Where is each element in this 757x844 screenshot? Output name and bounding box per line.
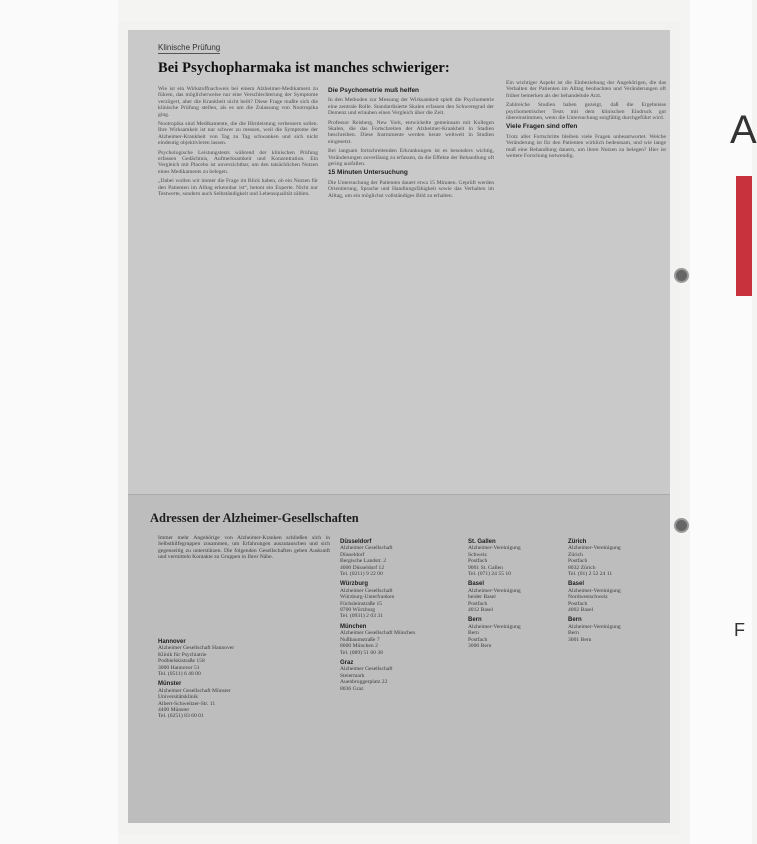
address-city: St. Gallen [468, 539, 496, 545]
page-background-left [0, 0, 118, 844]
address-line: Postfach [468, 558, 488, 565]
section-label: Klinische Prüfung [158, 43, 221, 52]
address-line: Tel. (071) 24 55 10 [468, 571, 511, 578]
address-line: Zürich [568, 551, 583, 558]
subheading: 15 Minuten Untersuchung [328, 169, 408, 177]
address-line: Tel. (089) 51 60 38 [340, 649, 383, 656]
address-entry [568, 581, 663, 613]
paragraph: Wie ist ein Wirkstoffnachweis bei einem Alzheimer-Medikament zu führen, das möglicherweise nur eine Verschlechterung der Symptome verzögert, aber die Krankheit nicht heilt? Diese Frage mußte sich die klinische Prüfung stellen, als es um die Zulassung von Nootropika ging. [158, 86, 318, 118]
address-line: Postfach [568, 600, 588, 607]
address-line: beider Basel [468, 594, 496, 601]
address-line: Podbielskistraße 158 [158, 658, 205, 665]
address-entry [340, 539, 460, 577]
address-city: Würzburg [340, 581, 368, 588]
address-line: Alzheimer Gesellschaft [340, 545, 393, 552]
address-column-2 [340, 535, 460, 692]
address-line: 4002 Basel [568, 607, 594, 614]
address-entry [340, 660, 460, 692]
address-entry [568, 539, 663, 577]
paragraph: In den Methoden zur Messung der Wirksamkeit spielt die Psychometrie eine zentrale Rolle. Standardisierte Skalen erfassen den Schweregrad der Demenz und erlauben einen Vergleich über die Zeit. [328, 97, 494, 117]
address-line: Postfach [468, 636, 488, 643]
address-city: Zürich [568, 539, 587, 545]
address-line: Tel. (0511) 6 48 00 [158, 671, 201, 678]
address-line: 8032 Zürich [568, 564, 596, 571]
address-line: Bern [568, 630, 579, 637]
paragraph: Bei langsam fortschreitenden Erkrankungen ist es besonders wichtig, Veränderungen zuverlässig zu erfassen, da die Effekte der Behandlung oft gering ausfallen. [328, 148, 494, 168]
address-line: Tel. (0931) 2 03 31 [340, 613, 383, 620]
address-line: 8700 Würzburg [340, 607, 376, 614]
address-column-1 [158, 635, 328, 720]
address-line: Auenbruggerplatz 22 [340, 679, 388, 686]
address-entry [158, 639, 328, 677]
address-entry [468, 539, 563, 577]
subheading: Viele Fragen sind offen [506, 123, 578, 131]
paragraph: Die Untersuchung der Patienten dauert etwa 15 Minuten. Geprüft werden Orientierung, Sprache und Handlungsfähigkeit sowie das Verhalten im Alltag, um ein möglichst vollständiges Bild zu erhalten. [328, 179, 494, 199]
address-city: Düsseldorf [340, 539, 372, 545]
article-column-2 [328, 86, 494, 202]
address-column-3 [468, 535, 563, 650]
address-line: Nordwestschweiz [568, 594, 608, 601]
address-line: Bergische Landstr. 2 [340, 558, 387, 565]
address-box [128, 494, 670, 823]
article-column-1 [158, 86, 318, 201]
address-entry [468, 581, 563, 613]
address-line: Alzheimer Gesellschaft [340, 587, 393, 594]
address-line: Alzheimer-Vereinigung [468, 587, 521, 594]
address-entry [340, 581, 460, 619]
address-line: Postfach [468, 600, 488, 607]
adjacent-page-letter: A [730, 108, 757, 152]
binder-hole-bottom [676, 520, 687, 531]
address-box-intro: Immer mehr Angehörige von Alzheimer-Kranken schließen sich in Selbsthilfegruppen zusammen, um Erfahrungen auszutauschen und sich gegenseitig zu unterstützen. Die folgenden Gesellschaften geben Auskunft und vermitteln Kontakte zu Gruppen in Ihrer Nähe. [158, 535, 330, 561]
address-line: Postfach [568, 558, 588, 565]
address-line: 9001 St. Gallen [468, 564, 503, 571]
address-line: Füchsleinstraße 15 [340, 600, 383, 607]
address-line: Universitätsklinik [158, 694, 199, 701]
address-line: 3000 Bern [468, 643, 492, 650]
address-line: 4012 Basel [468, 607, 494, 614]
address-line: 3000 Hannover 51 [158, 664, 200, 671]
document-page [118, 22, 680, 834]
address-line: Würzburg-Unterfranken [340, 594, 395, 601]
address-city: Basel [568, 581, 585, 588]
address-city: München [340, 623, 367, 630]
address-entry [158, 681, 328, 719]
address-entry [340, 624, 460, 656]
address-line: Düsseldorf [340, 551, 365, 558]
address-city: Bern [468, 617, 482, 624]
paragraph: Nootropika sind Medikamente, die die Hirnleistung verbessern sollen. Ihre Wirksamkeit ist nur schwer zu messen, weil die Symptome der Alzheimer-Krankheit von Tag zu Tag schwanken und sich nicht eindeutig objektivieren lassen. [158, 121, 318, 147]
address-line: Alzheimer Gesellschaft Hannover [158, 645, 235, 652]
address-line: 4000 Düsseldorf 12 [340, 564, 385, 571]
address-line: Alzheimer-Vereinigung [468, 623, 521, 630]
address-line: Steiermark [340, 672, 365, 679]
address-line: Klinik für Psychiatrie [158, 651, 207, 658]
address-line: Alzheimer-Vereinigung [568, 545, 621, 552]
address-line: 3001 Bern [568, 636, 592, 643]
address-line: Albert-Schweitzer-Str. 11 [158, 700, 216, 707]
address-box-title: Adressen der Alzheimer-Gesellschaften [150, 511, 359, 525]
address-line: 8000 München 2 [340, 643, 378, 650]
article-headline: Bei Psychopharmaka ist manches schwieriger: [158, 60, 450, 76]
address-city: Bern [568, 617, 582, 624]
article-column-3 [506, 80, 666, 162]
address-line: Tel. (0211) 9 22 00 [340, 571, 383, 578]
paragraph: „Dabei wollen wir immer die Frage im Blick haben, ob ein Nutzen für den Patienten im Alltag erkennbar ist“, betont ein Experte. Nicht nur Testwerte, sondern auch Selbständigkeit und Lebensqualität zählen. [158, 178, 318, 198]
address-line: Alzheimer Gesellschaft München [340, 630, 416, 637]
paragraph: Trotz aller Fortschritte bleiben viele Fragen unbeantwortet. Welche Veränderung ist für den Patienten wirklich bedeutsam, und wie lange muß eine Behandlung dauern, um ihren Nutzen zu belegen? Hier ist weitere Forschung notwendig. [506, 133, 666, 160]
address-line: Alzheimer Gesellschaft Münster [158, 687, 231, 694]
adjacent-page-letter: F [734, 620, 745, 640]
paragraph: Psychologische Leistungstests während der klinischen Prüfung erfassen Gedächtnis, Aufmerksamkeit und Konzentration. Ein Vergleich mit Placebo ist unverzichtbar, um den tatsächlichen Nutzen eines Medikaments zu belegen. [158, 149, 318, 175]
address-line: Tel. (01) 2 52 24 11 [568, 571, 613, 578]
subheading: Die Psychometrie muß helfen [328, 87, 420, 94]
address-line: Alzheimer Gesellschaft [340, 666, 393, 673]
paragraph: Professor Reisberg, New York, entwickelte gemeinsam mit Kollegen Skalen, die das Fortschreiten der Alzheimer-Krankheit in Stadien beschreiben. Diese Instrumente werden heute weltweit in Studien eingesetzt. [328, 119, 494, 145]
address-city: Graz [340, 659, 354, 666]
article-block [128, 30, 670, 494]
address-line: Tel. (0251) 83 60 01 [158, 713, 204, 720]
address-entry [568, 617, 663, 643]
paragraph: Ein wichtiger Aspekt ist die Einbeziehung der Angehörigen, die das Verhalten der Patienten im Alltag beobachten und Veränderungen oft früher bemerken als der behandelnde Arzt. [506, 80, 666, 99]
address-line: Alzheimer-Vereinigung [568, 623, 621, 630]
address-line: 8036 Graz [340, 685, 364, 692]
address-city: Basel [468, 581, 485, 588]
address-entry [468, 617, 563, 649]
address-line: Bern [468, 630, 479, 637]
address-column-4 [568, 535, 663, 643]
paragraph: Zahlreiche Studien haben gezeigt, daß die Ergebnisse psychometrischer Tests mit dem klinischen Eindruck gut übereinstimmen, wenn die Untersuchung sorgfältig durchgeführt wird. [506, 102, 666, 122]
address-line: Schweiz [468, 551, 487, 558]
address-line: Alzheimer-Vereinigung [468, 545, 521, 552]
address-line: 4400 Münster [158, 707, 190, 714]
address-line: Nußbaumstraße 7 [340, 636, 380, 643]
binder-hole-top [676, 270, 687, 281]
address-line: Alzheimer-Vereinigung [568, 587, 621, 594]
adjacent-page-red-band [736, 176, 752, 296]
address-city: Hannover [158, 639, 186, 645]
address-city: Münster [158, 681, 182, 688]
